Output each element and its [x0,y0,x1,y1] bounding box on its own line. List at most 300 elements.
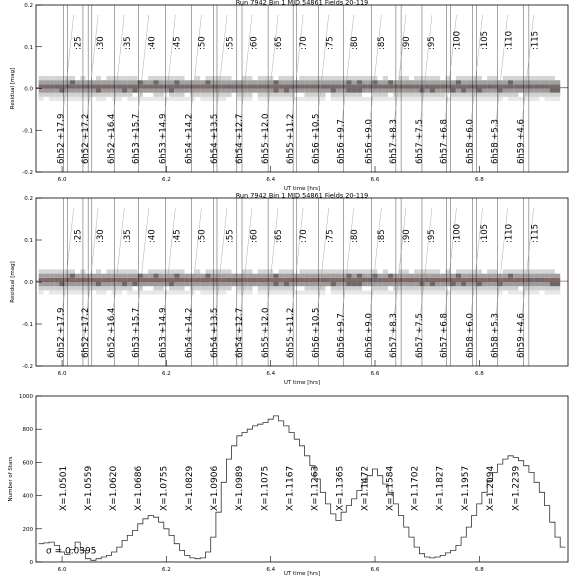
heatmap-cell [237,269,242,273]
heatmap-cell [106,274,111,278]
radec-label: 6h54 +12.7 [235,307,246,358]
heatmap-cell [143,93,148,97]
heatmap-cell [127,269,132,273]
heatmap-cell [383,269,388,273]
heatmap-cell [466,282,471,286]
heatmap-cell [232,97,237,101]
radec-label: 6h56 +9.0 [364,313,375,358]
heatmap-cell [127,282,132,286]
airmass-label: X=1.0501 [59,465,70,511]
heatmap-cell [242,282,247,286]
heatmap-cell [258,93,263,97]
field-label: :100 [452,30,463,50]
x-tick-label: 6.6 [370,177,380,183]
heatmap-cell [289,89,294,93]
heatmap-cell [357,269,362,273]
heatmap-cell [472,274,477,278]
heatmap-cell [284,286,289,290]
heatmap-cell [195,80,200,84]
y-axis-label: Residual [mag] [10,261,16,303]
heatmap-cell [159,274,164,278]
heatmap-cell [258,80,263,84]
heatmap-cell [383,286,388,290]
heatmap-cell [545,80,550,84]
heatmap-cell [169,89,174,93]
heatmap-cell [159,286,164,290]
radec-label: 6h54 +12.7 [235,113,246,164]
heatmap-cell [237,290,242,294]
heatmap-cell [96,80,101,84]
heatmap-cell [206,97,211,101]
heatmap-cell [179,76,184,80]
field-label: :35 [122,36,133,50]
heatmap-cell [258,286,263,290]
heatmap-cell [138,290,143,294]
heatmap-cell [508,89,513,93]
heatmap-cell [466,290,471,294]
heatmap-cell [206,76,211,80]
heatmap-cell [409,97,414,101]
heatmap-cell [409,93,414,97]
heatmap-cell [279,97,284,101]
heatmap-cell [132,269,137,273]
heatmap-cell [221,93,226,97]
y-tick-label: 0.0 [24,86,33,93]
heatmap-cell [70,290,75,294]
heatmap-cell [226,80,231,84]
heatmap-cell [503,89,508,93]
heatmap-cell [96,89,101,93]
heatmap-cell [331,274,336,278]
heatmap-cell [216,290,221,294]
heatmap-cell [268,269,273,273]
heatmap-cell [362,80,367,84]
heatmap-cell [388,282,393,286]
heatmap-cell [414,286,419,290]
heatmap-cell [247,282,252,286]
airmass-label: X=1.0559 [84,465,95,511]
airmass-label: X=1.0829 [184,465,195,511]
heatmap-cell [226,76,231,80]
heatmap-cell [539,274,544,278]
heatmap-cell [534,80,539,84]
heatmap-cell [127,286,132,290]
heatmap-cell [273,89,278,93]
heatmap-cell [106,76,111,80]
heatmap-cell [91,286,96,290]
heatmap-cell [226,89,231,93]
heatmap-cell [289,274,294,278]
heatmap-cell [508,274,513,278]
heatmap-cell [75,274,80,278]
heatmap-cell [258,290,263,294]
heatmap-cell [378,80,383,84]
field-label: :60 [249,229,260,243]
heatmap-cell [232,89,237,93]
residual-heatmap [39,76,561,101]
heatmap-cell [258,282,263,286]
airmass-label: X=1.2094 [486,465,497,511]
heatmap-cell [206,89,211,93]
heatmap-cell [508,93,513,97]
heatmap-cell [216,97,221,101]
heatmap-cell [372,80,377,84]
heatmap-cell [524,76,529,80]
heatmap-cell [232,76,237,80]
heatmap-cell [54,80,59,84]
heatmap-cell [284,93,289,97]
heatmap-cell [206,80,211,84]
heatmap-cell [325,286,330,290]
heatmap-cell [185,269,190,273]
heatmap-cell [404,286,409,290]
heatmap-cell [545,93,550,97]
heatmap-cell [54,89,59,93]
heatmap-cell [378,282,383,286]
heatmap-cell [472,290,477,294]
heatmap-cell [388,286,393,290]
heatmap-cell [91,80,96,84]
heatmap-cell [430,89,435,93]
y-tick-label: 600 [22,460,33,467]
heatmap-cell [430,76,435,80]
heatmap-cell [174,274,179,278]
heatmap-cell [529,290,534,294]
heatmap-cell [320,89,325,93]
heatmap-cell [461,290,466,294]
heatmap-cell [117,274,122,278]
heatmap-cell [466,269,471,273]
heatmap-cell [96,76,101,80]
x-tick-label: 6.6 [370,371,380,377]
radec-label: 6h58 +6.0 [465,119,476,164]
heatmap-cell [503,282,508,286]
heatmap-cell [503,97,508,101]
heatmap-cell [75,97,80,101]
x-tick-label: 6.4 [266,567,276,573]
heatmap-cell [39,89,44,93]
heatmap-cell [54,286,59,290]
heatmap-cell [529,80,534,84]
heatmap-cell [430,282,435,286]
heatmap-cell [534,290,539,294]
heatmap-cell [101,97,106,101]
heatmap-cell [492,290,497,294]
heatmap-cell [539,93,544,97]
heatmap-cell [466,80,471,84]
heatmap-cell [44,282,49,286]
heatmap-cell [487,93,492,97]
y-axis-label: Number of Stars [8,456,14,502]
heatmap-cell [487,269,492,273]
heatmap-cell [179,80,184,84]
heatmap-cell [263,97,268,101]
radec-label: 6h53 +14.9 [158,113,169,164]
heatmap-cell [445,80,450,84]
heatmap-cell [372,76,377,80]
heatmap-cell [357,97,362,101]
heatmap-cell [237,286,242,290]
heatmap-cell [487,76,492,80]
radec-label: 6h53 +15.7 [131,113,142,164]
heatmap-cell [404,97,409,101]
heatmap-cell [226,282,231,286]
heatmap-cell [414,274,419,278]
heatmap-cell [305,286,310,290]
heatmap-cell [190,89,195,93]
heatmap-cell [44,290,49,294]
heatmap-cell [545,97,550,101]
heatmap-cell [159,89,164,93]
heatmap-cell [195,290,200,294]
heatmap-cell [59,93,64,97]
heatmap-cell [232,269,237,273]
heatmap-cell [252,269,257,273]
heatmap-cell [59,290,64,294]
heatmap-cell [153,269,158,273]
heatmap-cell [404,89,409,93]
heatmap-cell [70,269,75,273]
airmass-label: X=1.1075 [260,465,271,511]
airmass-label: X=1.1472 [360,465,371,511]
heatmap-cell [138,80,143,84]
heatmap-cell [216,274,221,278]
heatmap-cell [315,80,320,84]
heatmap-cell [185,89,190,93]
heatmap-cell [299,274,304,278]
heatmap-cell [513,89,518,93]
heatmap-cell [148,282,153,286]
heatmap-cell [461,97,466,101]
radec-label: 6h55 +11.2 [286,307,297,358]
heatmap-cell [550,80,555,84]
heatmap-cell [425,286,430,290]
heatmap-cell [404,93,409,97]
heatmap-cell [148,93,153,97]
heatmap-cell [44,274,49,278]
heatmap-cell [221,97,226,101]
x-tick-label: 6.4 [266,177,276,183]
heatmap-cell [299,93,304,97]
heatmap-cell [518,97,523,101]
heatmap-cell [153,290,158,294]
heatmap-cell [539,76,544,80]
heatmap-cell [169,269,174,273]
heatmap-cell [336,274,341,278]
heatmap-cell [179,274,184,278]
heatmap-cell [117,286,122,290]
heatmap-cell [492,89,497,93]
heatmap-cell [367,80,372,84]
heatmap-cell [310,274,315,278]
heatmap-cell [258,76,263,80]
heatmap-cell [185,286,190,290]
heatmap-cell [466,286,471,290]
radec-label: 6h59 +4.6 [516,313,527,358]
heatmap-cell [273,274,278,278]
heatmap-cell [362,286,367,290]
heatmap-cell [263,282,268,286]
heatmap-cell [101,269,106,273]
heatmap-cell [153,97,158,101]
heatmap-cell [273,93,278,97]
radec-label: 6h56 +9.7 [336,119,347,164]
heatmap-cell [132,80,137,84]
heatmap-cell [513,274,518,278]
heatmap-cell [388,274,393,278]
heatmap-cell [153,80,158,84]
heatmap-cell [492,282,497,286]
heatmap-cell [320,76,325,80]
x-tick-label: 6.6 [370,567,380,573]
heatmap-cell [346,274,351,278]
heatmap-cell [498,76,503,80]
radec-label: 6h59 +4.6 [516,119,527,164]
heatmap-cell [273,290,278,294]
heatmap-cell [404,290,409,294]
heatmap-cell [310,76,315,80]
heatmap-cell [404,282,409,286]
heatmap-cell [164,89,169,93]
heatmap-cell [263,89,268,93]
heatmap-cell [482,93,487,97]
heatmap-cell [39,286,44,290]
heatmap-cell [430,93,435,97]
heatmap-cell [414,282,419,286]
heatmap-cell [383,80,388,84]
heatmap-cell [153,286,158,290]
heatmap-cell [117,93,122,97]
heatmap-cell [492,286,497,290]
heatmap-cell [242,76,247,80]
heatmap-cell [190,282,195,286]
heatmap-cell [132,97,137,101]
heatmap-cell [96,97,101,101]
heatmap-cell [357,89,362,93]
field-label: :85 [376,36,387,50]
heatmap-cell [39,80,44,84]
heatmap-cell [185,97,190,101]
heatmap-cell [482,290,487,294]
field-label: :80 [349,36,360,50]
y-tick-label: 1000 [19,394,33,400]
heatmap-cell [143,80,148,84]
radec-label: 6h57 +6.8 [439,119,450,164]
heatmap-cell [440,89,445,93]
heatmap-cell [451,89,456,93]
x-tick-label: 6.4 [266,371,276,377]
heatmap-cell [75,89,80,93]
field-label: :45 [172,36,183,50]
heatmap-cell [440,80,445,84]
heatmap-cell [456,290,461,294]
heatmap-cell [477,93,482,97]
heatmap-cell [174,286,179,290]
heatmap-cell [513,286,518,290]
field-label: :75 [325,229,336,243]
heatmap-cell [503,93,508,97]
heatmap-cell [305,282,310,286]
heatmap-cell [305,290,310,294]
heatmap-cell [153,93,158,97]
heatmap-cell [550,89,555,93]
heatmap-cell [252,97,257,101]
heatmap-cell [518,269,523,273]
heatmap-cell [315,269,320,273]
field-label: :115 [530,223,541,243]
heatmap-cell [206,290,211,294]
field-label: :105 [480,223,491,243]
heatmap-cell [39,269,44,273]
heatmap-cell [477,76,482,80]
heatmap-cell [378,93,383,97]
airmass-label: X=1.2239 [511,465,522,511]
field-label: :100 [452,223,463,243]
heatmap-cell [96,93,101,97]
heatmap-cell [383,97,388,101]
heatmap-cell [232,286,237,290]
heatmap-cell [388,76,393,80]
heatmap-cell [336,290,341,294]
heatmap-cell [472,97,477,101]
radec-label: 6h54 +13.5 [209,113,220,164]
heatmap-cell [508,76,513,80]
heatmap-cell [185,282,190,286]
heatmap-cell [451,274,456,278]
heatmap-cell [153,274,158,278]
heatmap-cell [383,282,388,286]
heatmap-cell [132,93,137,97]
x-tick-label: 6.2 [162,177,171,183]
heatmap-cell [451,97,456,101]
heatmap-cell [524,93,529,97]
heatmap-cell [49,282,54,286]
heatmap-cell [545,76,550,80]
heatmap-cell [59,274,64,278]
heatmap-cell [498,93,503,97]
heatmap-cell [70,282,75,286]
heatmap-cell [252,76,257,80]
heatmap-cell [252,290,257,294]
heatmap-cell [388,290,393,294]
heatmap-cell [315,76,320,80]
heatmap-cell [404,76,409,80]
heatmap-cell [59,97,64,101]
x-axis-label: UT time [hrs] [283,571,321,576]
heatmap-cell [169,76,174,80]
y-tick-label: -0.2 [22,170,33,176]
heatmap-cell [59,89,64,93]
heatmap-cell [477,286,482,290]
heatmap-cell [179,93,184,97]
heatmap-cell [372,269,377,273]
y-tick-label: 0.1 [24,238,33,244]
heatmap-cell [284,282,289,286]
heatmap-cell [461,282,466,286]
heatmap-cell [200,93,205,97]
heatmap-cell [320,274,325,278]
heatmap-cell [279,286,284,290]
heatmap-cell [310,290,315,294]
heatmap-cell [106,97,111,101]
heatmap-cell [529,89,534,93]
heatmap-cell [206,269,211,273]
airmass-label: X=1.0906 [209,465,220,511]
heatmap-cell [331,269,336,273]
heatmap-cell [456,97,461,101]
heatmap-cell [169,286,174,290]
heatmap-cell [456,286,461,290]
